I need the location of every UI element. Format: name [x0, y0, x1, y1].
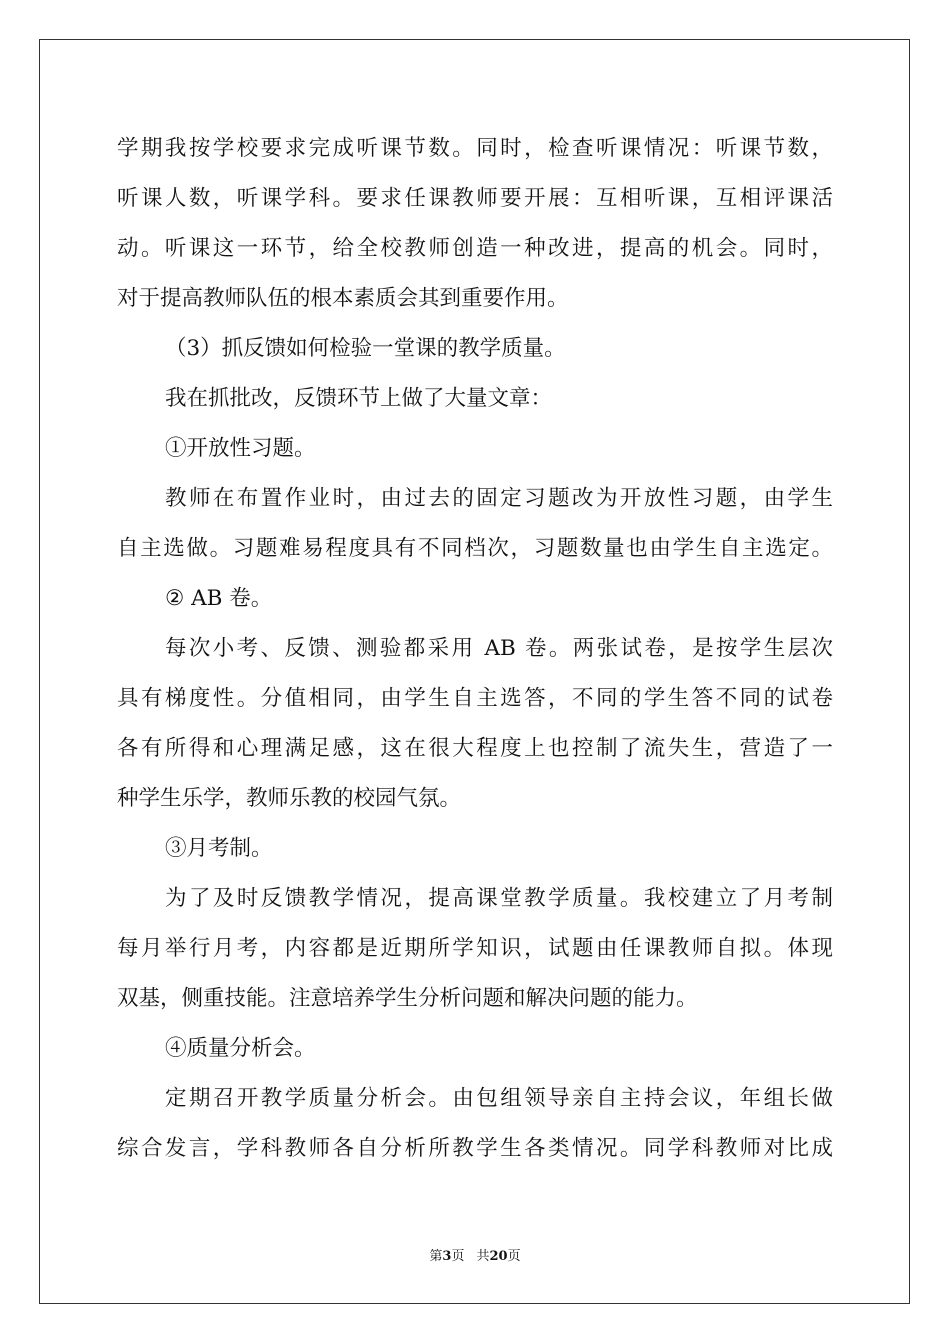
text-line: 为了及时反馈教学情况，提高课堂教学质量。我校建立了月考制: [165, 886, 833, 911]
text-line: 自主选做。习题难易程度具有不同档次，习题数量也由学生自主选定。: [117, 536, 833, 561]
text-line: 定期召开教学质量分析会。由包组领导亲自主持会议，年组长做: [165, 1086, 833, 1111]
text-line: 双基，侧重技能。注意培养学生分析问题和解决问题的能力。: [117, 986, 698, 1011]
text-line: 我在抓批改，反馈环节上做了大量文章：: [165, 386, 553, 411]
text-line: 综合发言，学科教师各自分析所教学生各类情况。同学科教师对比成: [117, 1136, 833, 1161]
page-label-unit: 页: [451, 1249, 465, 1264]
page-label-prefix: 第: [429, 1249, 443, 1264]
list-item-heading: ③月考制。: [165, 836, 273, 861]
section-heading: （3）抓反馈如何检验一堂课的教学质量。: [165, 336, 566, 361]
total-label-prefix: 共: [476, 1249, 490, 1264]
text-line: 每月举行月考，内容都是近期所学知识，试题由任课教师自拟。体现: [117, 936, 833, 961]
text-line: 各有所得和心理满足感，这在很大程度上也控制了流失生，营造了一: [117, 736, 833, 761]
text-line: 具有梯度性。分值相同，由学生自主选答，不同的学生答不同的试卷: [117, 686, 833, 711]
page-footer: [0, 1248, 950, 1266]
page-current-number: 3: [442, 1249, 452, 1264]
text-line: 教师在布置作业时，由过去的固定习题改为开放性习题，由学生: [165, 486, 833, 511]
text-line: 动。听课这一环节，给全校教师创造一种改进，提高的机会。同时，: [117, 236, 833, 261]
text-line: 每次小考、反馈、测验都采用 AB 卷。两张试卷，是按学生层次: [165, 636, 833, 661]
list-item-heading: ①开放性习题。: [165, 436, 316, 461]
text-line: 学期我按学校要求完成听课节数。同时，检查听课情况：听课节数，: [117, 136, 833, 161]
text-line: 种学生乐学，教师乐教的校园气氛。: [117, 786, 462, 811]
text-line: 听课人数，听课学科。要求任课教师要开展：互相听课，互相评课活: [117, 186, 833, 211]
list-item-heading: ④质量分析会。: [165, 1036, 316, 1061]
text-line: 对于提高教师队伍的根本素质会其到重要作用。: [117, 286, 569, 311]
page-total-number: 20: [489, 1249, 508, 1264]
total-label-unit: 页: [507, 1249, 521, 1264]
list-item-heading: ② AB 卷。: [165, 586, 273, 611]
